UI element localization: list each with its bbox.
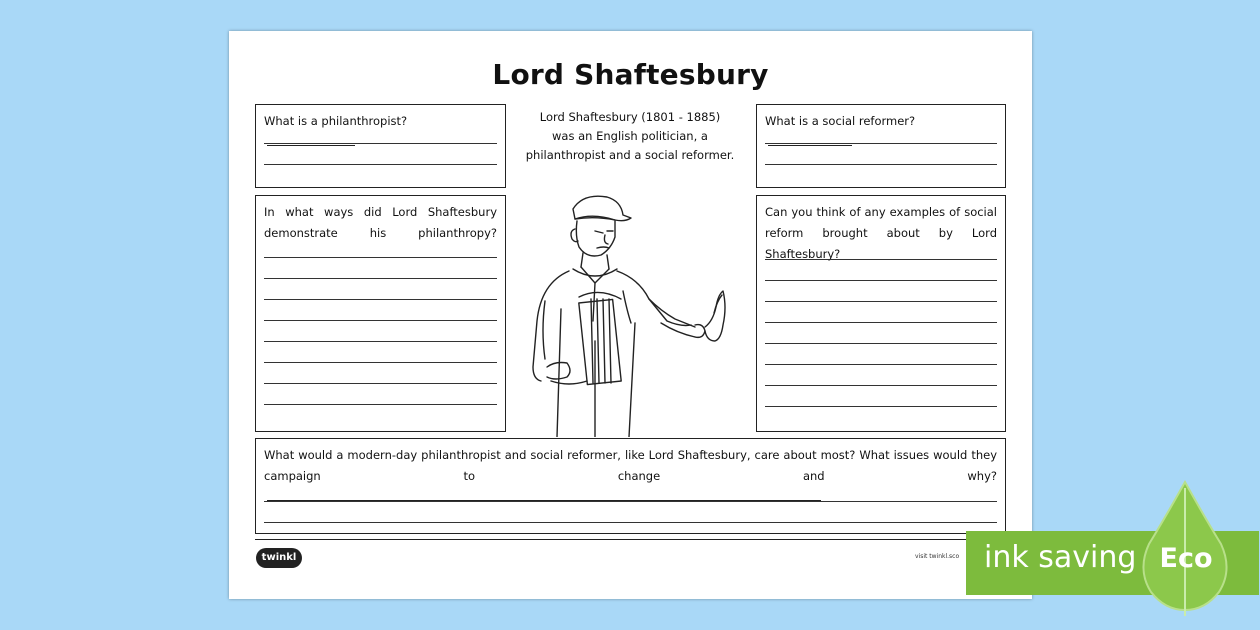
question-text: What would a modern-day philanthropist and social reformer, like Lord Shaftesbury, care about most? What issues would they campaign to change and why? [264, 448, 997, 483]
answer-line[interactable] [765, 259, 997, 260]
intro-line: Lord Shaftesbury (1801 - 1885) [539, 110, 721, 124]
question-social-reform-examples [765, 202, 997, 265]
question-box-social-reformer [756, 104, 1006, 188]
answer-line[interactable] [267, 133, 355, 146]
worksheet-page [229, 31, 1032, 599]
question-box-modern-day [255, 438, 1006, 534]
answer-line[interactable] [765, 322, 997, 323]
answer-line[interactable] [765, 164, 997, 165]
newspaper-seller-illustration [511, 191, 751, 437]
answer-line[interactable] [264, 522, 997, 523]
question-modern-day [264, 445, 997, 508]
answer-line[interactable] [264, 143, 497, 144]
page-title: Lord Shaftesbury [492, 58, 769, 91]
question-philanthropy-ways [264, 202, 497, 265]
answer-line[interactable] [768, 133, 852, 146]
answer-line[interactable] [264, 362, 497, 363]
answer-line[interactable] [765, 343, 997, 344]
answer-line[interactable] [264, 383, 497, 384]
question-philanthropist [264, 111, 497, 153]
answer-line[interactable] [765, 280, 997, 281]
answer-line[interactable] [765, 406, 997, 407]
answer-line[interactable] [267, 488, 821, 501]
answer-line[interactable] [264, 341, 497, 342]
answer-line[interactable] [264, 320, 497, 321]
answer-line[interactable] [765, 301, 997, 302]
question-social-reformer [765, 111, 997, 153]
answer-line[interactable] [765, 364, 997, 365]
answer-line[interactable] [765, 143, 997, 144]
visit-website-text: visit twinkl.sco [915, 553, 960, 560]
answer-line[interactable] [264, 501, 997, 502]
intro-line: philanthropist and a social reformer. [525, 148, 735, 162]
question-box-philanthropy-ways [255, 195, 506, 432]
eco-label: Eco [1159, 543, 1213, 574]
question-box-social-reform-examples [756, 195, 1006, 432]
answer-line[interactable] [264, 257, 497, 258]
ink-saving-text: ink saving [984, 540, 1137, 575]
question-text: In what ways did Lord Shaftesbury demonstrate his philanthropy? [264, 205, 497, 240]
question-text: Can you think of any examples of social reform brought about by Lord Shaftesbury? [765, 205, 997, 261]
answer-line[interactable] [765, 385, 997, 386]
intro-line: was an English politician, a [552, 129, 708, 143]
answer-line[interactable] [264, 164, 497, 165]
question-box-philanthropist [255, 104, 506, 188]
footer-divider [255, 539, 1005, 540]
intro-text [514, 108, 746, 165]
answer-line[interactable] [264, 404, 497, 405]
twinkl-logo[interactable]: twinkl [256, 548, 302, 568]
question-text: What is a philanthropist? [264, 114, 408, 128]
answer-line[interactable] [264, 299, 497, 300]
answer-line[interactable] [264, 278, 497, 279]
question-text: What is a social reformer? [765, 114, 916, 128]
